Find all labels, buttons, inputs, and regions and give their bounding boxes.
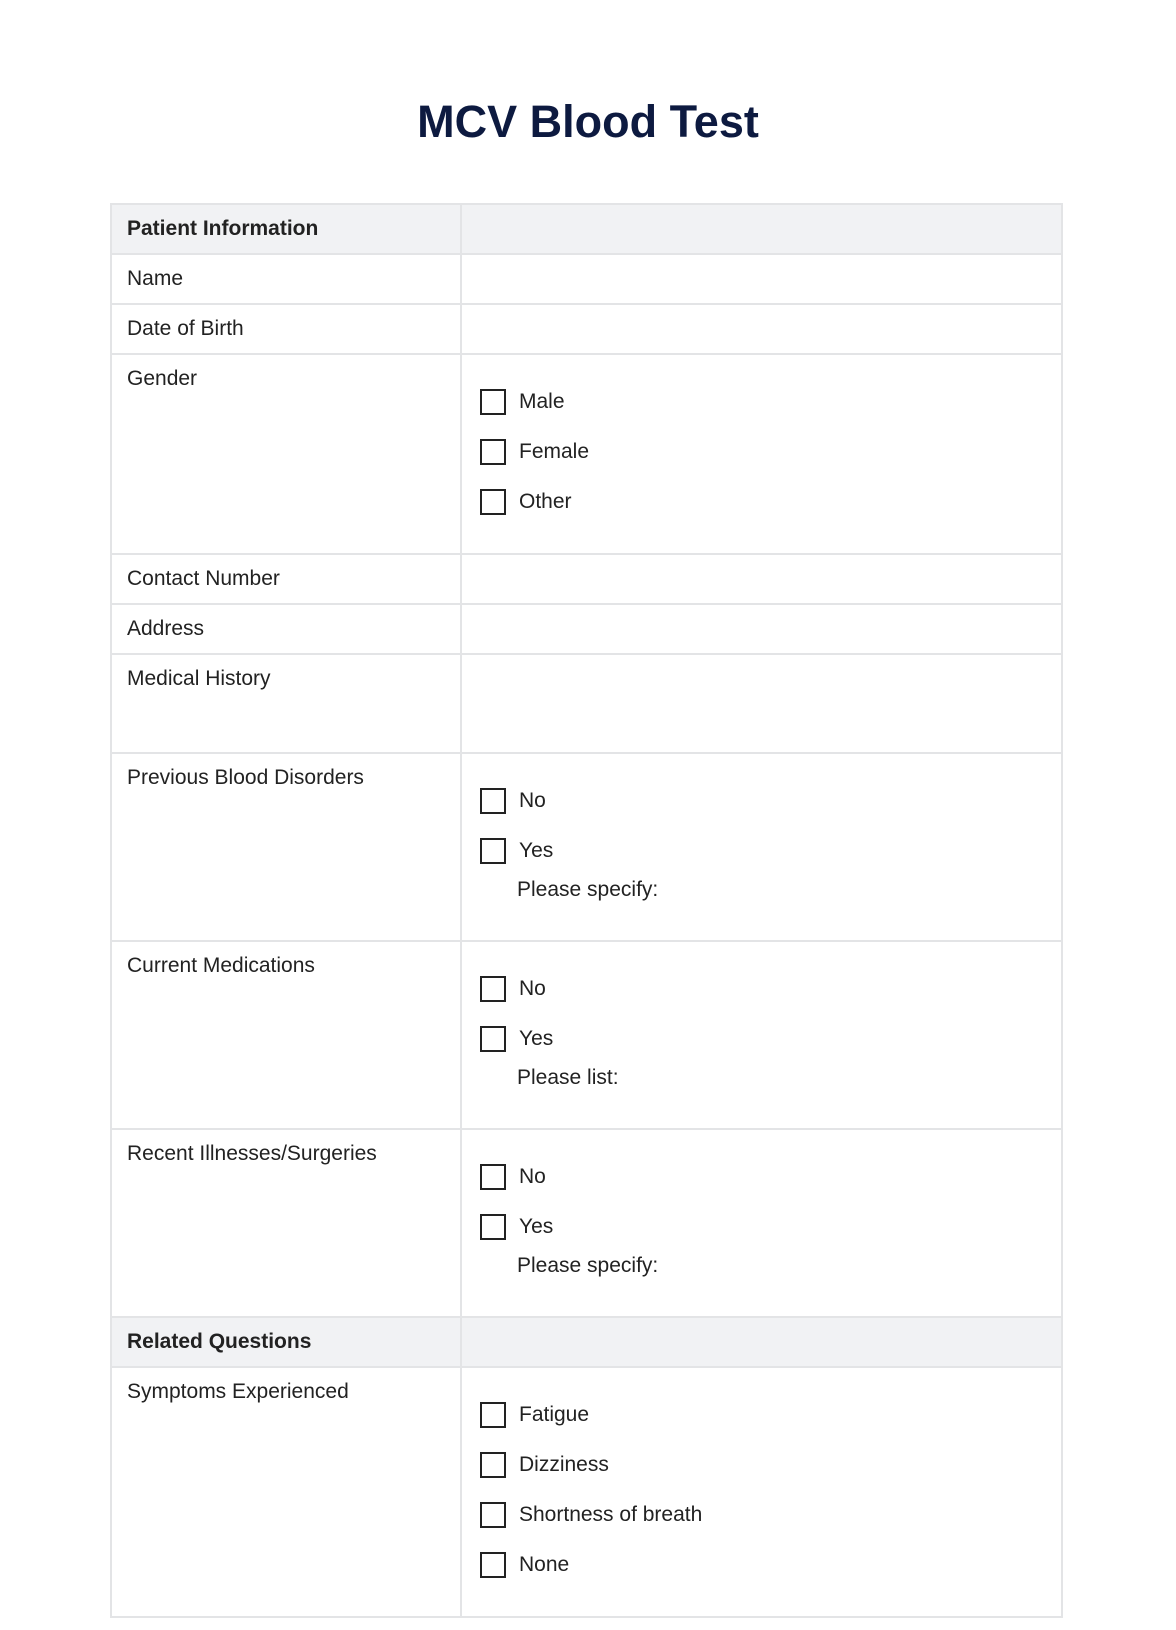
checkbox[interactable]	[480, 1452, 506, 1478]
option-label: Fatigue	[519, 1403, 590, 1426]
checkbox[interactable]	[480, 788, 506, 814]
form-row	[111, 941, 1062, 1129]
option-label: Female	[519, 440, 590, 463]
field-input[interactable]	[461, 604, 1062, 654]
note-label: Please specify:	[517, 878, 659, 901]
header-blank	[461, 204, 1062, 254]
field-input[interactable]	[461, 304, 1062, 354]
form-row	[111, 304, 1062, 354]
form-table	[110, 203, 1063, 1618]
checkbox-option[interactable]	[480, 1020, 1046, 1058]
option-label: Dizziness	[519, 1453, 609, 1476]
option-label: Male	[519, 390, 565, 413]
checkbox[interactable]	[480, 1026, 506, 1052]
checkbox-option[interactable]	[480, 1158, 1046, 1196]
checkbox-option[interactable]	[480, 1546, 1046, 1584]
field-label: Current Medications	[111, 941, 461, 1129]
field-input[interactable]	[461, 554, 1062, 604]
field-label: Name	[111, 254, 461, 304]
form-row	[111, 604, 1062, 654]
form-row	[111, 753, 1062, 941]
checkbox[interactable]	[480, 389, 506, 415]
option-label: No	[519, 789, 546, 812]
field-input[interactable]	[461, 254, 1062, 304]
form-row	[111, 1367, 1062, 1617]
checkbox[interactable]	[480, 1502, 506, 1528]
option-label: No	[519, 977, 546, 1000]
field-label: Symptoms Experienced	[111, 1367, 461, 1617]
checkbox-option[interactable]	[480, 1208, 1046, 1246]
checkbox-option[interactable]	[480, 1496, 1046, 1534]
form-row	[111, 1129, 1062, 1317]
form-row	[111, 654, 1062, 753]
option-label: Yes	[519, 1215, 554, 1238]
option-label: None	[519, 1553, 570, 1576]
checkbox[interactable]	[480, 1402, 506, 1428]
checkbox-option[interactable]	[480, 483, 1046, 521]
checkbox-option[interactable]	[480, 782, 1046, 820]
field-label: Previous Blood Disorders	[111, 753, 461, 941]
section-title: Related Questions	[111, 1317, 461, 1367]
checkbox-option[interactable]	[480, 433, 1046, 471]
checkbox[interactable]	[480, 439, 506, 465]
section-title: Patient Information	[111, 204, 461, 254]
note-label: Please list:	[517, 1066, 619, 1089]
field-input	[461, 1367, 1062, 1617]
field-label: Recent Illnesses/Surgeries	[111, 1129, 461, 1317]
option-label: Other	[519, 490, 572, 513]
field-label: Medical History	[111, 654, 461, 753]
note-label: Please specify:	[517, 1254, 659, 1277]
form-row	[111, 554, 1062, 604]
section-header	[111, 1317, 1062, 1367]
field-label: Date of Birth	[111, 304, 461, 354]
page-title: MCV Blood Test	[417, 96, 759, 147]
checkbox[interactable]	[480, 1552, 506, 1578]
checkbox[interactable]	[480, 838, 506, 864]
checkbox[interactable]	[480, 1164, 506, 1190]
field-input	[461, 1129, 1062, 1317]
field-label: Gender	[111, 354, 461, 554]
checkbox-option[interactable]	[480, 832, 1046, 870]
section-header	[111, 204, 1062, 254]
checkbox-option[interactable]	[480, 1446, 1046, 1484]
header-blank	[461, 1317, 1062, 1367]
checkbox[interactable]	[480, 489, 506, 515]
field-input	[461, 753, 1062, 941]
checkbox[interactable]	[480, 1214, 506, 1240]
checkbox-option[interactable]	[480, 1396, 1046, 1434]
form-row	[111, 354, 1062, 554]
checkbox-option[interactable]	[480, 970, 1046, 1008]
form-row	[111, 254, 1062, 304]
field-input	[461, 354, 1062, 554]
checkbox[interactable]	[480, 976, 506, 1002]
field-label: Address	[111, 604, 461, 654]
option-label: No	[519, 1165, 546, 1188]
field-label: Contact Number	[111, 554, 461, 604]
field-input	[461, 941, 1062, 1129]
option-label: Yes	[519, 839, 554, 862]
option-label: Yes	[519, 1027, 554, 1050]
checkbox-option[interactable]	[480, 383, 1046, 421]
option-label: Shortness of breath	[519, 1503, 703, 1526]
field-input[interactable]	[461, 654, 1062, 753]
